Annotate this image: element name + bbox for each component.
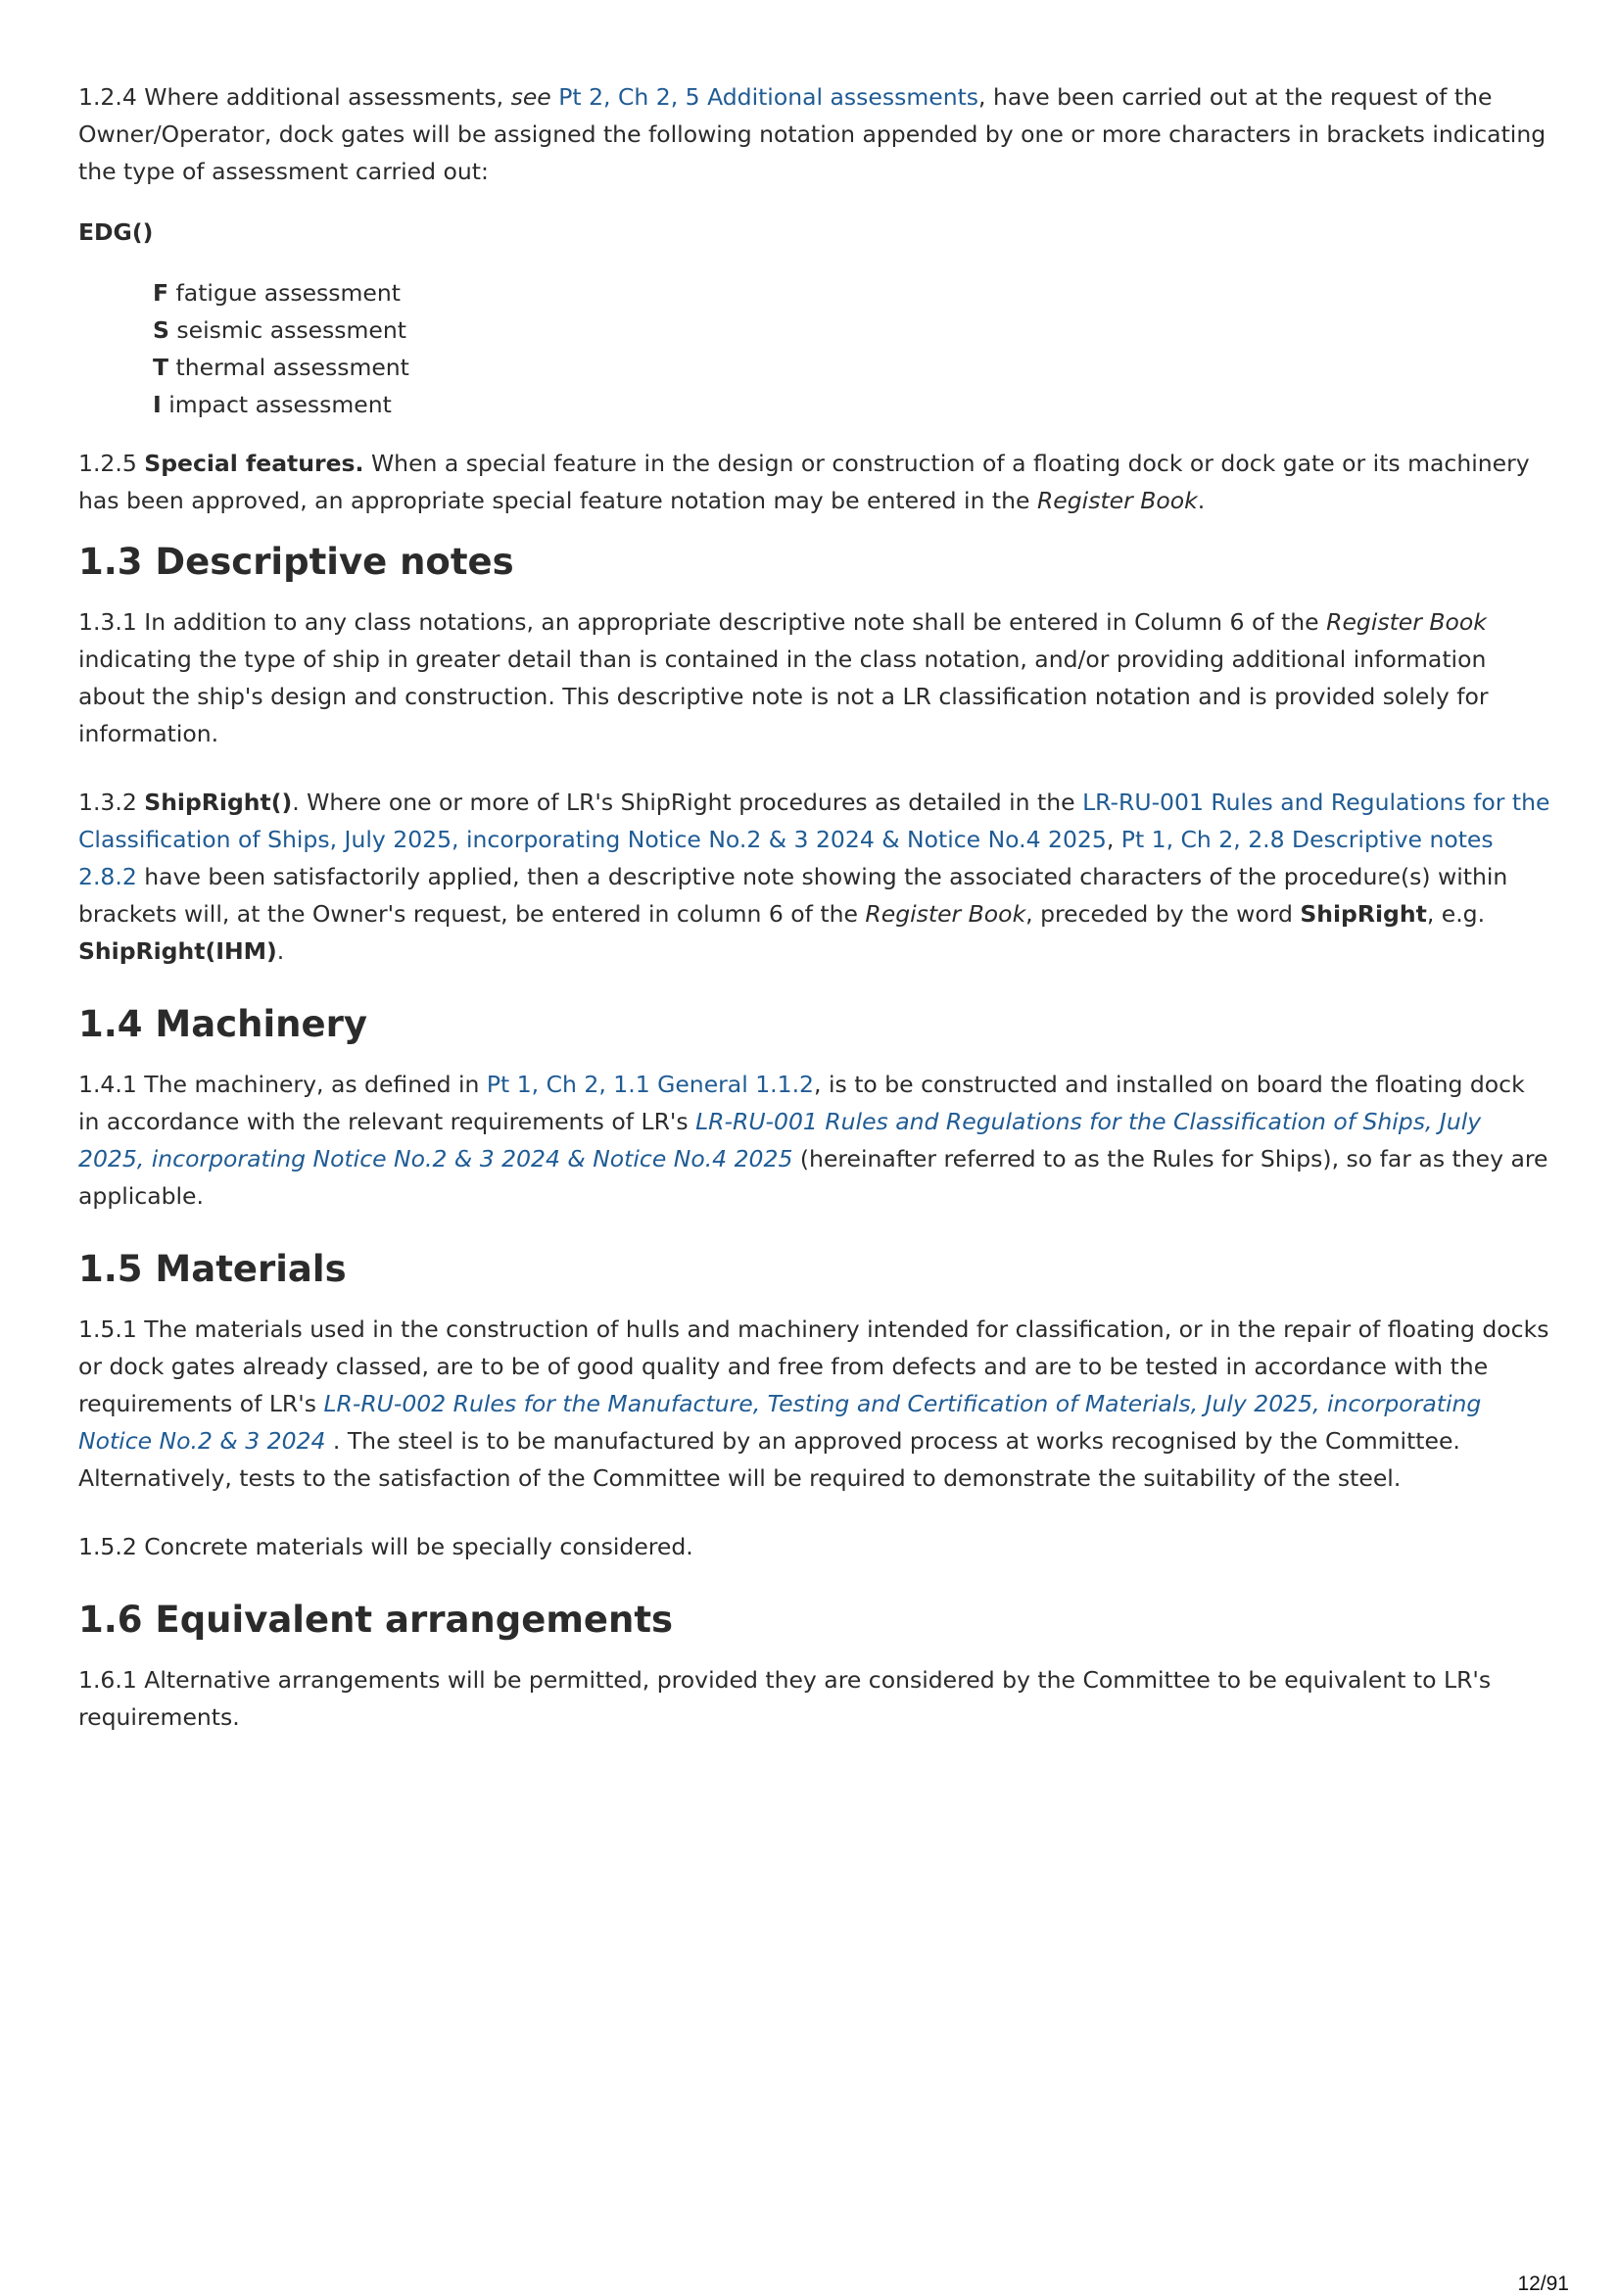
list-item xyxy=(153,311,1552,349)
text: 1.3.1 In addition to any class notations, an appropriate descriptive note shall be entered in Column 6 of the xyxy=(78,608,1327,636)
text: , is to be constructed and installed on board the floating dock in accordance with the relevant requirements of LR's xyxy=(78,1071,1525,1135)
notation-edg: EDG() xyxy=(78,218,154,246)
paragraph-1-4-1 xyxy=(78,1066,1552,1215)
assessment-code: S xyxy=(153,316,169,344)
text: , xyxy=(1106,826,1121,853)
text: have been satisfactorily applied, then a descriptive note showing the associated characters of the procedure(s) within brackets will, at the Owner's request, be entered in column 6 of the xyxy=(78,863,1508,928)
special-features-bold: Special features. xyxy=(144,450,364,477)
text: 1.3.2 xyxy=(78,789,145,816)
register-book-italic: Register Book xyxy=(1036,487,1198,514)
link-lr-ru-001-rules[interactable]: LR-RU-001 Rules and Regulations for the Classification of Ships, July 2025, incorporating Notice No.2 & 3 2024 & Notice No.4 2025 xyxy=(78,1108,1482,1172)
shipright-bold: ShipRight() xyxy=(144,789,293,816)
paragraph-1-6-1: 1.6.1 Alternative arrangements will be permitted, provided they are considered by the Committee to be equivalent to LR's requirements. xyxy=(78,1666,1492,1731)
shipright-ihm-bold: ShipRight(IHM) xyxy=(78,937,277,965)
assessment-text: seismic assessment xyxy=(168,316,406,344)
heading-1-5: 1.5 Materials xyxy=(78,1248,347,1290)
assessment-list xyxy=(153,274,1552,423)
assessment-code: T xyxy=(153,354,169,381)
text: 1.4.1 The machinery, as defined in xyxy=(78,1071,487,1098)
text: 1.2.5 xyxy=(78,450,145,477)
text: When a special feature in the design or construction of a floating dock or dock gate or its machinery has been approved, an appropriate special feature notation may be entered in the xyxy=(78,450,1530,514)
text: . The steel is to be manufactured by an approved process at works recognised by the Committee. Alternatively, tests to the satisfaction of the Committee will be required to demonstrate the suitability of the steel. xyxy=(78,1427,1460,1492)
paragraph-1-3-1 xyxy=(78,603,1552,752)
heading-1-3: 1.3 Descriptive notes xyxy=(78,541,514,583)
text: 1.2.4 Where additional assessments, xyxy=(78,83,511,111)
assessment-text: thermal assessment xyxy=(168,354,409,381)
text: , have been carried out at the request of the Owner/Operator, dock gates will be assigned the following notation appended by one or more characters in brackets indicating the type of assessment carried out: xyxy=(78,83,1547,185)
text: . xyxy=(1197,487,1206,514)
document-page xyxy=(78,78,1552,1736)
text: (hereinafter referred to as the Rules for Ships), so far as they are applicable. xyxy=(78,1145,1548,1210)
text: , e.g. xyxy=(1426,900,1486,928)
link-additional-assessments[interactable]: Pt 2, Ch 2, 5 Additional assessments xyxy=(558,83,979,111)
assessment-text: impact assessment xyxy=(161,391,392,418)
see-italic: see xyxy=(510,83,551,111)
assessment-code: I xyxy=(153,391,162,418)
link-general-1-1-2[interactable]: Pt 1, Ch 2, 1.1 General 1.1.2 xyxy=(486,1071,815,1098)
text: indicating the type of ship in greater detail than is contained in the class notation, and/or providing additional information about the ship's design and construction. This descriptive note is not a LR classification notation and is provided solely for information. xyxy=(78,646,1489,747)
page-number: 12/91 xyxy=(1517,2272,1569,2295)
text: 1.5.1 The materials used in the construction of hulls and machinery intended for classification, or in the repair of floating docks or dock gates already classed, are to be of good quality and free from defects and are to be tested in accordance with the requirements of LR's xyxy=(78,1315,1549,1417)
list-item xyxy=(153,274,1552,311)
text: . xyxy=(276,937,285,965)
link-lr-ru-001[interactable]: LR-RU-001 Rules and Regulations for the Classification of Ships, July 2025, incorporating Notice No.2 & 3 2024 & Notice No.4 2025 xyxy=(78,789,1550,853)
paragraph-1-5-1 xyxy=(78,1311,1552,1497)
shipright-bold: ShipRight xyxy=(1300,900,1427,928)
link-descriptive-notes[interactable]: Pt 1, Ch 2, 2.8 Descriptive notes 2.8.2 xyxy=(78,826,1494,890)
heading-1-4: 1.4 Machinery xyxy=(78,1003,367,1045)
assessment-text: fatigue assessment xyxy=(168,279,401,307)
list-item xyxy=(153,349,1552,386)
text: . Where one or more of LR's ShipRight procedures as detailed in the xyxy=(292,789,1083,816)
assessment-code: F xyxy=(153,279,169,307)
paragraph-1-2-4 xyxy=(78,78,1552,190)
heading-1-6: 1.6 Equivalent arrangements xyxy=(78,1599,674,1641)
text: , preceded by the word xyxy=(1025,900,1301,928)
paragraph-1-3-2 xyxy=(78,784,1552,970)
register-book-italic: Register Book xyxy=(865,900,1026,928)
paragraph-1-2-5 xyxy=(78,445,1552,519)
link-lr-ru-002[interactable]: LR-RU-002 Rules for the Manufacture, Testing and Certification of Materials, July 2025, incorporating Notice No.2 & 3 2024 xyxy=(78,1390,1482,1455)
register-book-italic: Register Book xyxy=(1326,608,1487,636)
list-item xyxy=(153,386,1552,423)
paragraph-1-5-2: 1.5.2 Concrete materials will be specially considered. xyxy=(78,1533,693,1560)
